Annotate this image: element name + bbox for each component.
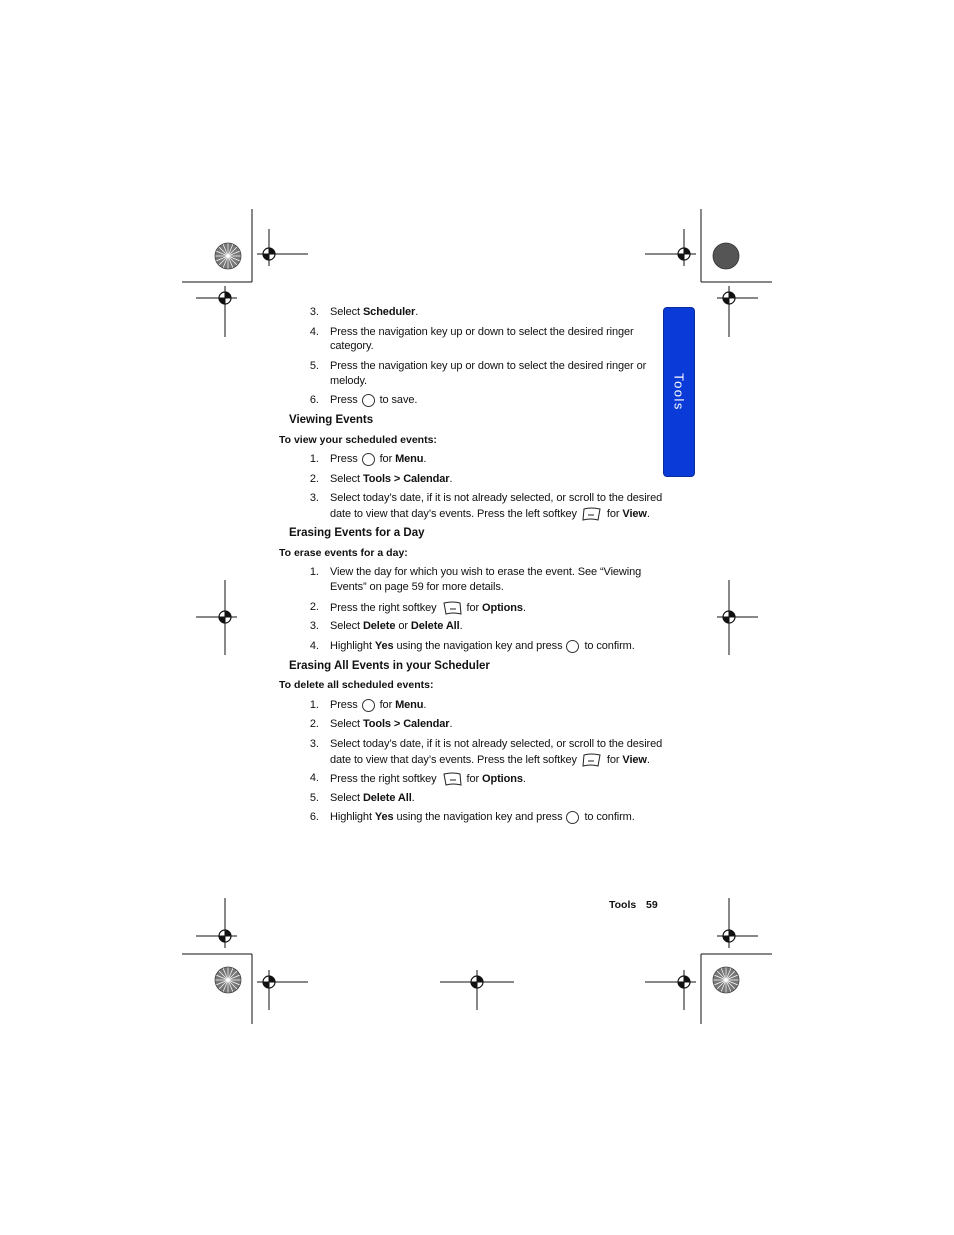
list-item: category.: [330, 340, 374, 352]
subheading: To view your scheduled events:: [279, 434, 437, 446]
registration-mark-icon: [213, 286, 237, 310]
list-item: Press the right softkey for Options.: [330, 773, 526, 785]
registration-mark-icon: [213, 924, 237, 948]
step-number: 6.: [309, 811, 319, 823]
left-softkey-icon: [581, 506, 603, 522]
ok-key-icon: [362, 394, 375, 407]
section-tab: [663, 307, 695, 477]
list-item: Select Tools > Calendar.: [330, 718, 453, 730]
list-item: Press the right softkey for Options.: [330, 602, 526, 614]
registration-mark-icon: [213, 605, 237, 629]
step-number: 3.: [309, 738, 319, 750]
registration-mark-icon: [717, 605, 741, 629]
section-heading: Erasing Events for a Day: [289, 527, 425, 539]
list-item: Select Delete or Delete All.: [330, 620, 463, 632]
list-item: Select today’s date, if it is not already selected, or scroll to the desired: [330, 492, 663, 504]
color-target-icon: [215, 967, 241, 993]
list-item: Press for Menu.: [330, 453, 427, 465]
list-item: Events” on page 59 for more details.: [330, 581, 504, 593]
color-target-icon: [215, 243, 241, 269]
left-softkey-icon: [581, 752, 603, 768]
list-item: View the day for which you wish to erase the event. See “Viewing: [330, 566, 642, 578]
ok-key-icon: [362, 453, 375, 466]
step-number: 1.: [309, 699, 319, 711]
ok-key-icon: [566, 640, 579, 653]
list-item: Highlight Yes using the navigation key and press to confirm.: [330, 640, 635, 652]
list-item: Select Scheduler.: [330, 306, 419, 318]
step-number: 2.: [309, 718, 319, 730]
subheading: To erase events for a day:: [279, 547, 408, 559]
step-number: 4.: [309, 640, 319, 652]
section-heading: Viewing Events: [289, 414, 374, 426]
step-number: 1.: [309, 566, 319, 578]
step-number: 2.: [309, 473, 319, 485]
registration-mark-icon: [717, 286, 741, 310]
step-number: 6.: [309, 394, 319, 406]
step-number: 3.: [309, 492, 319, 504]
list-item: Select today’s date, if it is not already selected, or scroll to the desired: [330, 738, 663, 750]
step-number: 4.: [309, 772, 319, 784]
list-item: Press for Menu.: [330, 699, 427, 711]
page-number: 59: [646, 899, 658, 911]
list-item: Press the navigation key up or down to select the desired ringer: [330, 326, 634, 338]
list-item: Select Tools > Calendar.: [330, 473, 453, 485]
color-target-icon: [713, 967, 739, 993]
footer-section-name: Tools: [609, 899, 637, 911]
step-number: 3.: [309, 306, 319, 318]
section-tab-label: Tools: [671, 373, 687, 411]
step-number: 1.: [309, 453, 319, 465]
color-target-icon: [713, 243, 739, 269]
list-item: Press to save.: [330, 394, 418, 406]
right-softkey-icon: [441, 600, 463, 616]
step-number: 3.: [309, 620, 319, 632]
list-item: Highlight Yes using the navigation key and press to confirm.: [330, 811, 635, 823]
step-number: 4.: [309, 326, 319, 338]
right-softkey-icon: [441, 771, 463, 787]
subheading: To delete all scheduled events:: [279, 679, 434, 691]
list-item: date to view that day’s events. Press the left softkey for View.: [330, 508, 650, 520]
list-item: Press the navigation key up or down to select the desired ringer or: [330, 360, 647, 372]
step-number: 5.: [309, 792, 319, 804]
registration-mark-icon: [717, 924, 741, 948]
list-item: melody.: [330, 375, 367, 387]
ok-key-icon: [362, 699, 375, 712]
section-heading: Erasing All Events in your Scheduler: [289, 660, 490, 672]
step-number: 2.: [309, 601, 319, 613]
list-item: Select Delete All.: [330, 792, 415, 804]
ok-key-icon: [566, 811, 579, 824]
list-item: date to view that day’s events. Press the left softkey for View.: [330, 754, 650, 766]
registration-mark-icon: [465, 970, 489, 994]
step-number: 5.: [309, 360, 319, 372]
